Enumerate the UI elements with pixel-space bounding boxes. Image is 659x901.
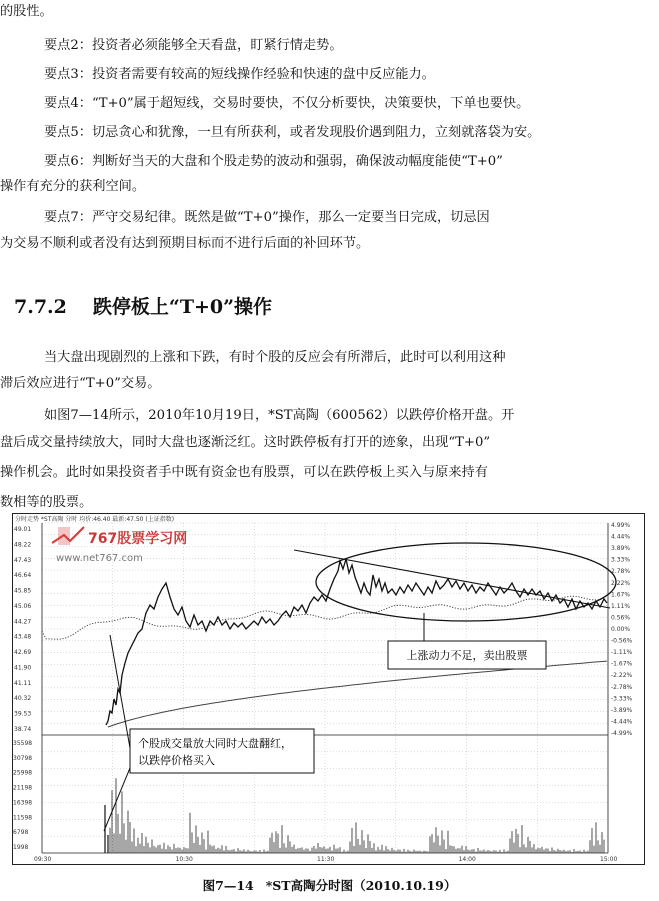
volume-label: 1998 [13, 844, 29, 851]
callout-text-2a: 个股成交量放大同时大盘翻红， [138, 737, 292, 750]
x-axis-label: 10:30 [175, 856, 193, 863]
intraday-chart-figure [12, 513, 645, 865]
y-left-label: 43.48 [14, 633, 32, 641]
section-title: 跌停板上“T+0”操作 [92, 296, 273, 318]
figure-caption [0, 876, 659, 894]
chart-header: 分时走势 *ST高陶 分时 均价:46.40 最新:47.50 (上证指数) [15, 516, 175, 523]
y-left-label: 46.64 [14, 572, 32, 580]
y-left-label: 40.32 [14, 695, 32, 703]
callout-text-2b: 以跌停价格买入 [138, 754, 215, 767]
y-right-label: 3.89% [611, 545, 631, 553]
paragraph-line: 要点6：判断好当天的大盘和个股走势的波动和强弱，确保波动幅度能使“T+0” [44, 154, 503, 169]
paragraph-line: 操作机会。此时如果投资者手中既有资金也有股票，可以在跌停板上买入与原来持有 [0, 465, 488, 480]
y-right-label: 2.22% [611, 579, 631, 587]
y-right-label: -4.44% [611, 718, 633, 726]
y-right-label: -2.22% [611, 672, 633, 680]
y-right-label: 2.78% [611, 568, 631, 576]
y-left-label: 47.43 [14, 556, 32, 564]
y-right-label: -4.99% [611, 730, 633, 737]
y-left-label: 42.69 [14, 649, 32, 657]
y-right-label: -3.33% [611, 695, 633, 703]
paragraph-line: 操作有充分的获利空间。 [0, 179, 146, 194]
y-right-label: 4.44% [611, 533, 631, 541]
section-number: 7.7.2 [14, 296, 67, 318]
paragraph-line: 要点7：严守交易纪律。既然是做“T+0”操作，那么一定要当日完成，切忌因 [44, 210, 490, 225]
x-axis-label: 15:00 [600, 856, 618, 863]
volume-label: 21198 [13, 784, 33, 792]
y-left-label: 41.90 [14, 664, 32, 672]
paragraph-line: 要点5：切忌贪心和犹豫，一旦有所获利，或者发现股价遇到阻力，立刻就落袋为安。 [44, 125, 541, 140]
volume-label: 30798 [13, 754, 33, 762]
y-left-label: 49.01 [14, 526, 32, 533]
watermark-brand: 767股票学习网 [88, 531, 188, 547]
x-axis-label: 09:30 [34, 856, 52, 863]
y-left-label: 48.22 [14, 541, 32, 549]
y-right-label: -1.67% [611, 660, 633, 668]
x-axis-label: 14:00 [458, 856, 476, 863]
y-right-label: -3.89% [611, 706, 633, 714]
paragraph-line: 为交易不顺利或者没有达到预期目标而不进行后面的补回环节。 [0, 236, 370, 251]
paragraph-line: 的股性。 [0, 4, 53, 19]
y-left-label: 44.27 [14, 618, 32, 626]
x-axis-label: 11:30 [317, 856, 335, 863]
y-right-label: -1.11% [611, 649, 633, 657]
paragraph-line: 要点2：投资者必须能够全天看盘，盯紧行情走势。 [44, 38, 343, 53]
y-right-label: 0.56% [611, 614, 631, 622]
y-right-label: 4.99% [611, 522, 631, 529]
figure-title: *ST高陶分时图（2010.10.19） [265, 878, 457, 893]
volume-label: 25998 [13, 769, 33, 777]
paragraph-line: 要点3：投资者需要有较高的短线操作经验和快速的盘中反应能力。 [44, 67, 435, 82]
paragraph-line: 滞后效应进行“T+0”交易。 [0, 376, 161, 391]
y-right-label: 3.33% [611, 556, 631, 564]
y-left-label: 45.06 [14, 602, 32, 610]
y-left-label: 38.74 [14, 726, 32, 733]
paragraph-line: 盘后成交量持续放大，同时大盘也逐渐泛红。这时跌停板有打开的迹象，出现“T+0” [0, 435, 491, 450]
y-left-label: 39.53 [14, 710, 32, 718]
paragraph-line: 要点4：“T+0”属于超短线，交易时要快，不仅分析要快，决策要快，下单也要快。 [44, 96, 530, 111]
y-right-label: 0.00% [611, 626, 631, 633]
figure-number: 图7—14 [202, 878, 254, 893]
y-left-label: 41.11 [14, 679, 32, 687]
volume-label: 6798 [13, 829, 29, 837]
volume-label: 35598 [13, 740, 33, 747]
paragraph-line: 数相等的股票。 [0, 495, 93, 510]
y-left-label: 45.85 [14, 587, 32, 595]
y-right-label: -2.78% [611, 683, 633, 691]
paragraph-line: 如图7—14所示，2010年10月19日，*ST高陶（600562）以跌停价格开盘。开 [44, 408, 515, 423]
y-right-label: 1.67% [611, 591, 631, 599]
y-right-label: -0.56% [611, 637, 633, 645]
intraday-chart [12, 513, 645, 865]
volume-label: 16398 [13, 799, 33, 807]
section-heading [14, 292, 272, 319]
callout-text-1: 上涨动力不足，卖出股票 [406, 649, 528, 662]
volume-label: 11598 [13, 814, 33, 822]
watermark-url: www.net767.com [56, 553, 143, 564]
paragraph-line: 当大盘出现剧烈的上涨和下跌，有时个股的反应会有所滞后，此时可以利用这种 [44, 350, 506, 365]
y-right-label: 1.11% [611, 602, 631, 610]
